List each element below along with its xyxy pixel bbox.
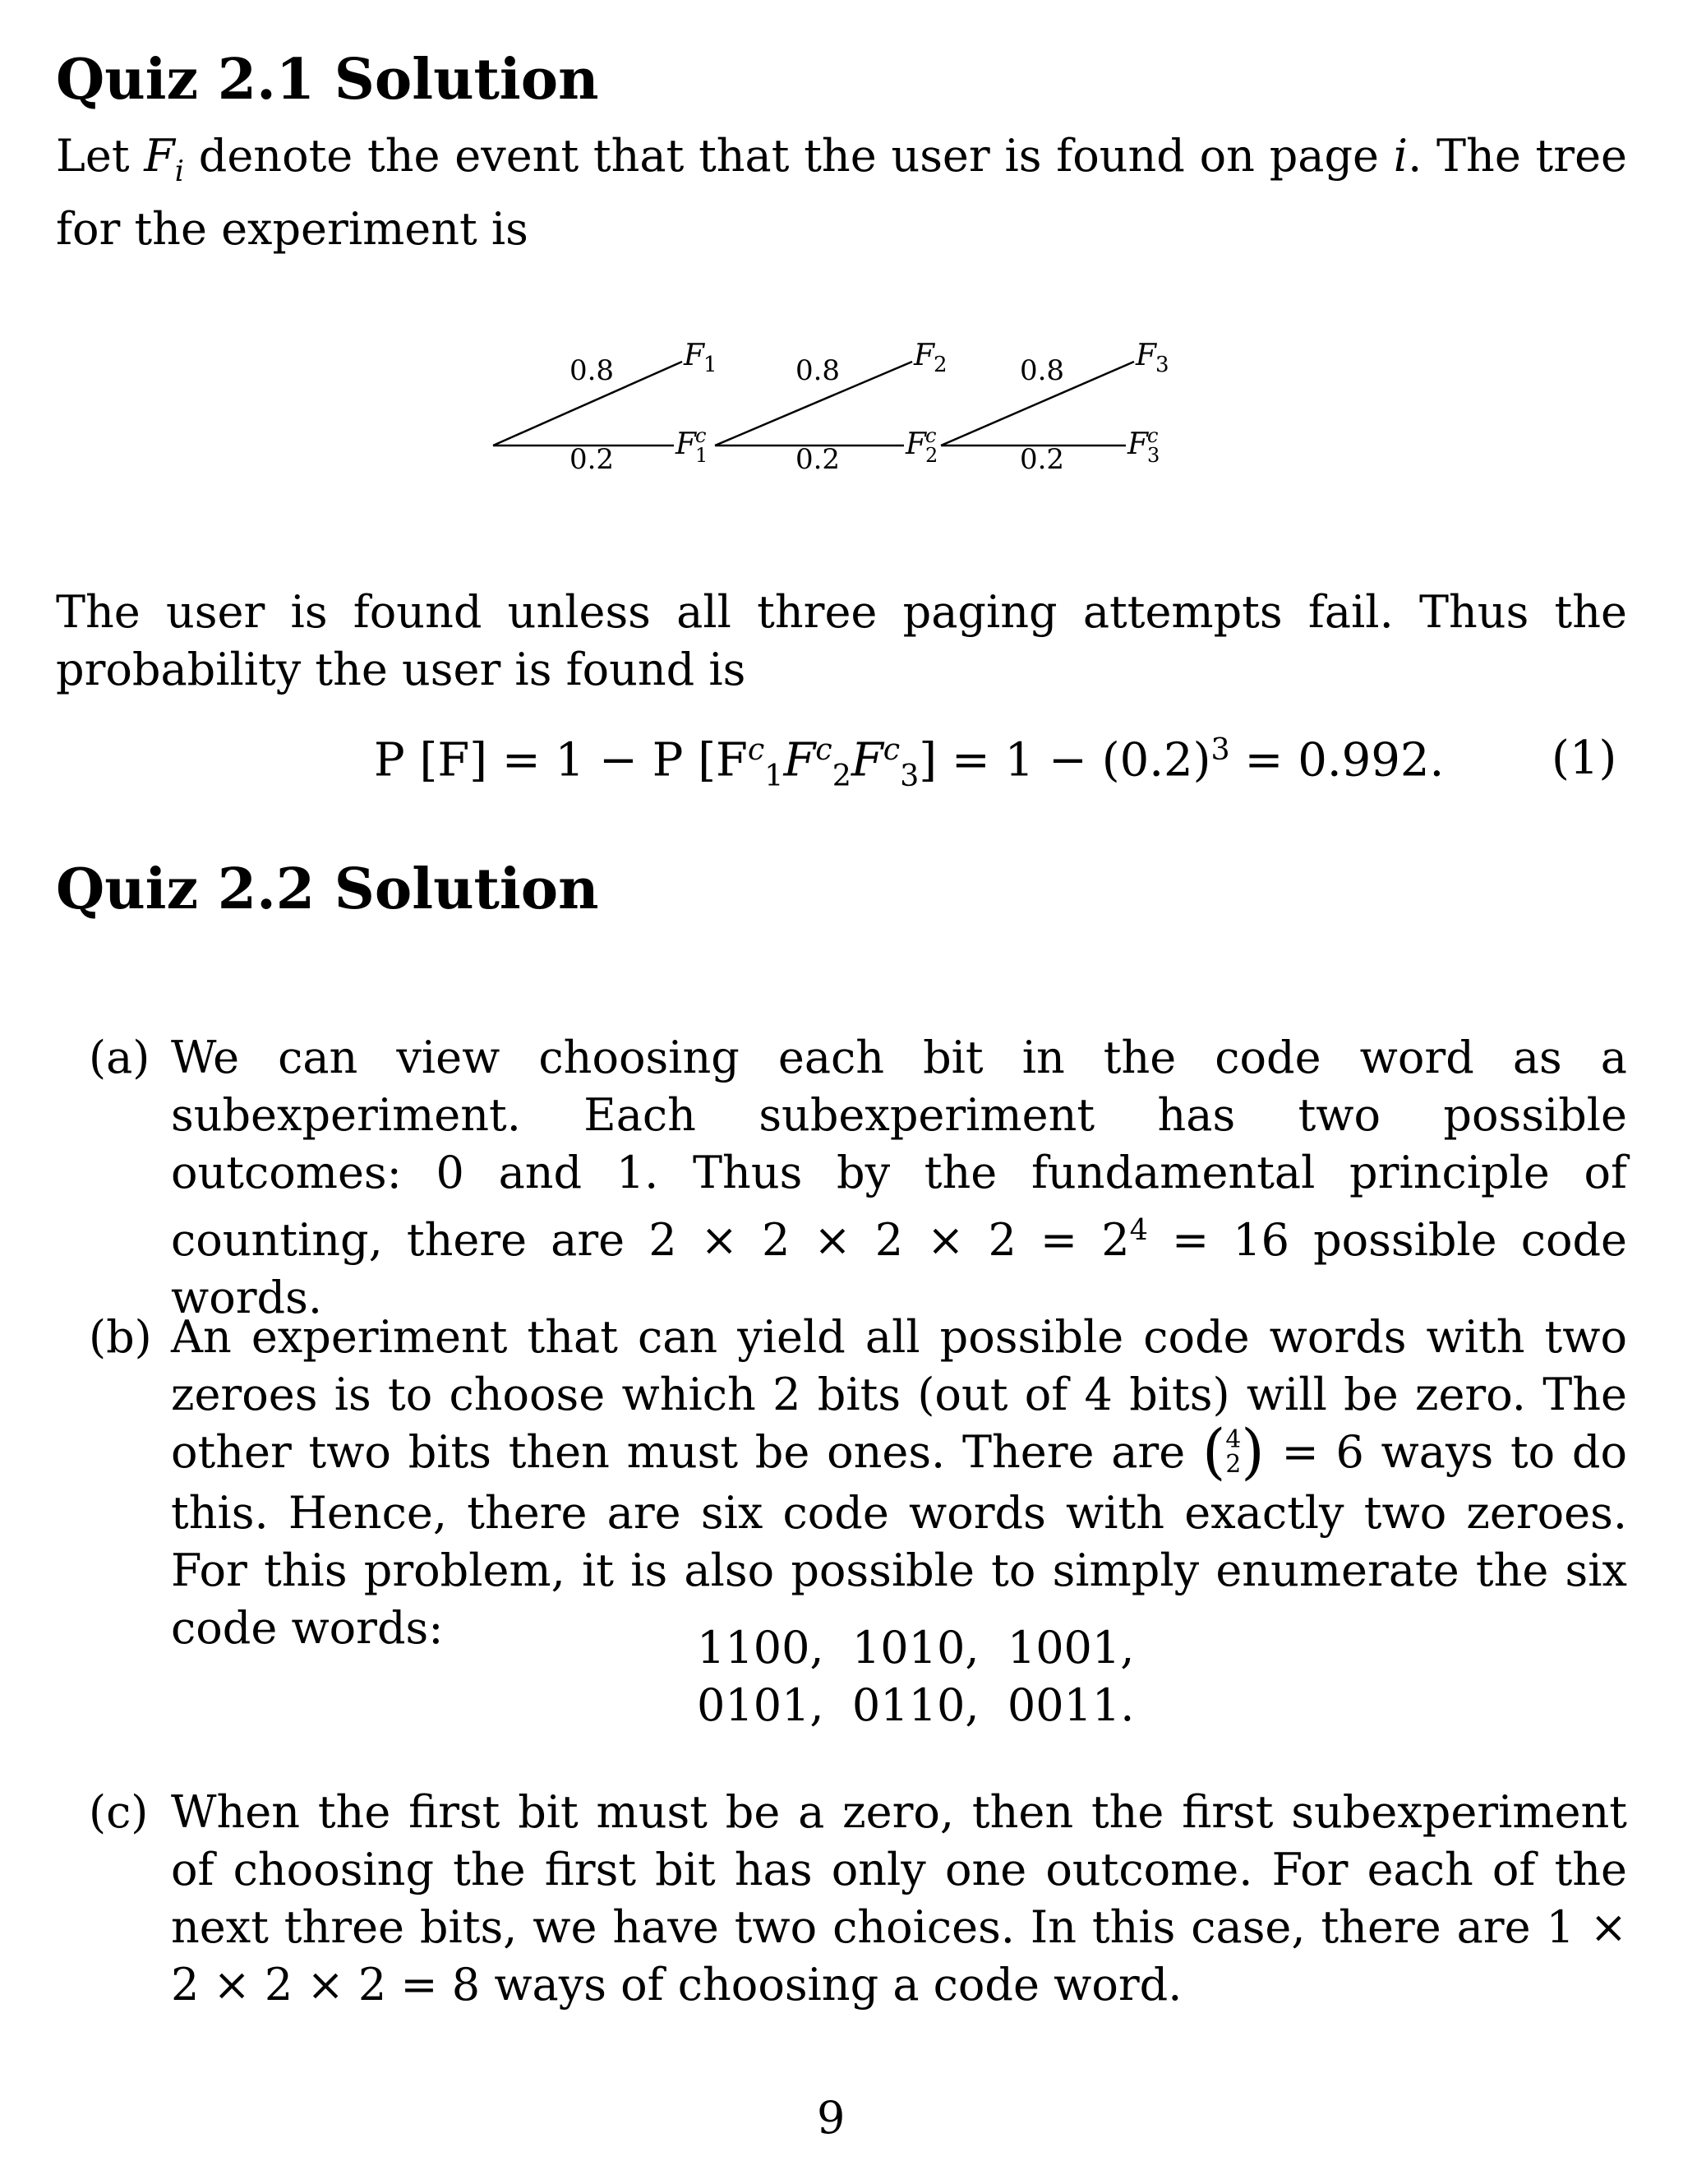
branch-label-top-3: 0.8 <box>1019 354 1065 387</box>
svg-text:F: F <box>1127 427 1148 461</box>
intro-paragraph <box>56 127 1627 258</box>
svg-text:F: F <box>684 339 704 372</box>
intro-text-2: denote the event that that the user is found on page <box>184 130 1394 182</box>
branch-label-bottom-2: 0.2 <box>795 443 841 476</box>
svg-text:c: c <box>925 424 937 447</box>
item-label-c: (c) <box>89 1786 149 1838</box>
item-body-c: When the first bit must be a zero, then the first subexperiment of choosing the first bit has only one outcome. For each of the next three bits, we have two choices. In this case, there are 1 × 2 × 2 × 2 = 8 ways of choosing a code word. <box>171 1786 1627 2011</box>
followup-paragraph: The user is found unless all three paging attempts fail. Thus the probability the user is found is <box>56 586 1627 695</box>
node-label-f2 <box>913 339 948 377</box>
binomial-coefficient: 4 2 <box>1225 1425 1242 1479</box>
svg-text:F: F <box>906 427 926 461</box>
item-label-b: (b) <box>89 1311 152 1363</box>
page-number: 9 <box>817 2092 846 2144</box>
svg-text:F: F <box>1136 339 1156 372</box>
branch-label-top-2: 0.8 <box>795 354 841 387</box>
equation-1: P [F] = 1 − P $[F^c_1F^c_2F^c_3] = 1 - (0.2)^3 = 0.992$. <box>374 732 1445 793</box>
item-body-a: We can view choosing each bit in the code word as a subexperiment. Each subexperiment has two possible outcomes: 0 and 1. Thus by the fundamental principle of counting, there are $2 \times 2 \times 2 \times 2 = 2^4 = 16$ possible code words. <box>171 1032 1627 1323</box>
item-label-a: (a) <box>89 1032 150 1083</box>
intro-var-f: F <box>144 130 175 182</box>
code-words-row-2: 0101, 0110, 0011. <box>697 1679 1135 1731</box>
svg-text:F: F <box>676 427 696 461</box>
node-label-f2-complement <box>905 424 938 467</box>
svg-text:2: 2 <box>934 353 948 377</box>
svg-text:c: c <box>695 424 707 447</box>
node-label-f1 <box>683 339 717 377</box>
node-label-f3 <box>1135 339 1169 377</box>
svg-text:2: 2 <box>925 444 938 467</box>
equation-rhs: ] = 1 − (0.2) <box>919 733 1211 787</box>
branch-label-bottom-1: 0.2 <box>569 443 615 476</box>
svg-text:3: 3 <box>1147 444 1160 467</box>
branch-label-bottom-3: 0.2 <box>1019 443 1065 476</box>
list-item-b <box>89 1309 1627 1657</box>
equation-exponent: 3 <box>1210 732 1230 767</box>
section-title-quiz-2-2: Quiz 2.2 Solution <box>56 857 599 922</box>
section-title-quiz-2-1: Quiz 2.1 Solution <box>56 47 599 113</box>
intro-var-i: i <box>1393 130 1409 182</box>
branch-label-top-1: 0.8 <box>569 354 615 387</box>
intro-var-sub: i <box>174 154 184 188</box>
svg-text:c: c <box>1147 424 1159 447</box>
intro-text-3: . The tree for the experiment is <box>56 130 1627 255</box>
list-item-c <box>89 1784 1627 2014</box>
probability-tree-diagram <box>460 312 1200 501</box>
intro-text-1: Let <box>56 130 145 182</box>
equation-lhs: P [F] = 1 − P [F <box>374 733 748 787</box>
code-words-row-1: 1100, 1010, 1001, <box>697 1622 1135 1674</box>
svg-text:1: 1 <box>703 353 717 377</box>
node-label-f1-complement <box>675 424 708 467</box>
item-body-b: An experiment that can yield all possible code words with two zeroes is to choose which 2 bits (out of 4 bits) will be zero. The other two bits then must be ones. There are (4 2) = 6 ways to do this. Hence, there are six code words with exactly two zeroes. For this problem, it is also possible to simply enumerate the six code words: <box>171 1311 1627 1654</box>
equation-number: (1) <box>1552 732 1617 785</box>
node-label-f3-complement <box>1127 424 1160 467</box>
equation-result: = 0.992. <box>1229 733 1445 787</box>
svg-text:1: 1 <box>695 444 708 467</box>
svg-text:F: F <box>914 339 934 372</box>
svg-text:3: 3 <box>1155 353 1169 377</box>
list-item-a <box>89 1029 1627 1327</box>
